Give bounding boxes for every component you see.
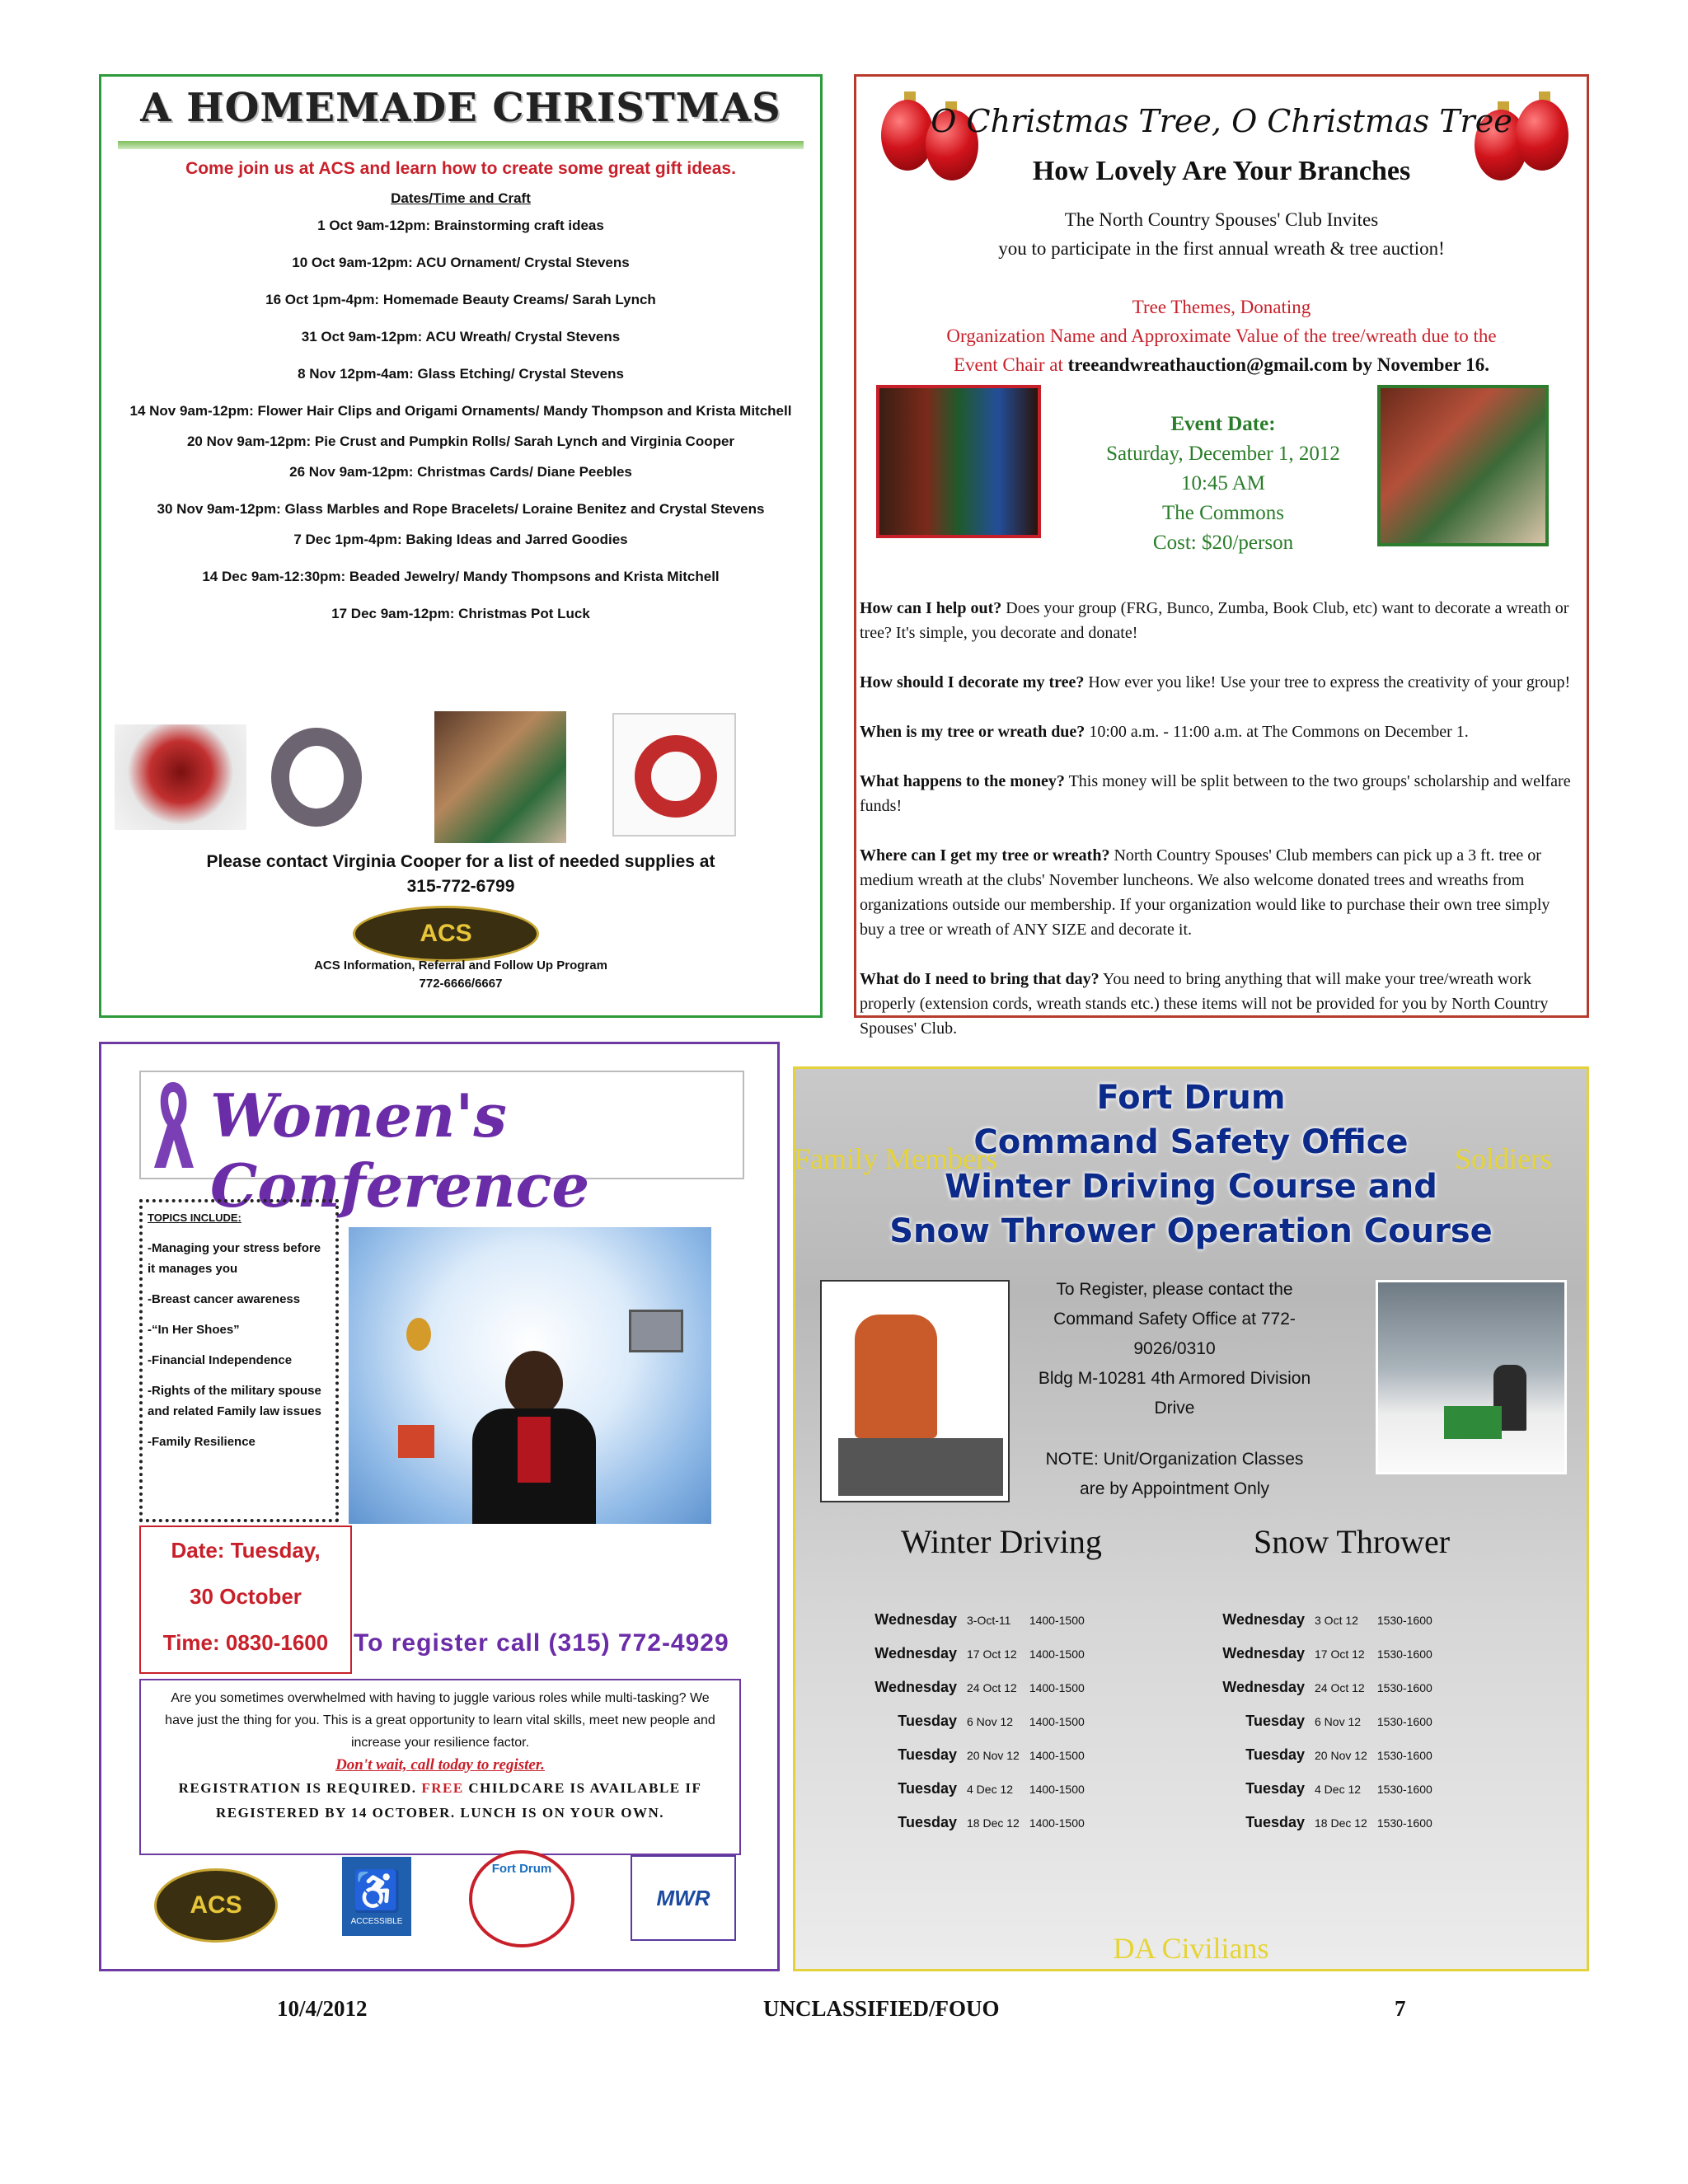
schedule-row	[1217, 1671, 1437, 1704]
schedule-day: Tuesday	[898, 1713, 957, 1729]
schedule-item: 20 Nov 9am-12pm: Pie Crust and Pumpkin Rolls/ Sarah Lynch and Virginia Cooper	[186, 434, 735, 449]
date-line: Date: Tuesday,	[171, 1538, 321, 1563]
womens-conference-flyer	[99, 1042, 780, 1971]
schedule-time: 1530-1600	[1376, 1680, 1432, 1694]
schedule-day: Wednesday	[874, 1645, 957, 1661]
event-label: Event Date:	[1170, 413, 1276, 435]
invite-text	[856, 205, 1587, 263]
schedule-time: 1530-1600	[1376, 1782, 1432, 1796]
audience-soldiers: Soldiers	[1455, 1142, 1553, 1175]
schedule-item: 30 Nov 9am-12pm: Glass Marbles and Rope Bracelets/ Loraine Benitez and Crystal Stevens	[157, 501, 765, 517]
schedule-time: 1530-1600	[1376, 1714, 1432, 1728]
schedule-date: 4 Dec 12	[1315, 1782, 1362, 1796]
schedule-date: 3 Oct 12	[1315, 1613, 1358, 1627]
winter-driving-table	[870, 1603, 1090, 1840]
snow-thrower-photo	[1376, 1280, 1567, 1474]
schedule-row	[1217, 1704, 1437, 1738]
schedule-row	[1217, 1738, 1437, 1772]
topic-item: -“In Her Shoes”	[148, 1323, 240, 1337]
mwr-logo: MWR	[631, 1855, 736, 1941]
topic-item: -Family Resilience	[148, 1435, 256, 1449]
faq-question: Where can I get my tree or wreath?	[860, 846, 1110, 865]
schedule-date: 4 Dec 12	[967, 1782, 1014, 1796]
schedule-time: 1400-1500	[1029, 1782, 1085, 1796]
schedule-date: 6 Nov 12	[967, 1714, 1014, 1728]
schedule-time: 1400-1500	[1029, 1680, 1085, 1694]
schedule-item: 14 Dec 9am-12:30pm: Beaded Jewelry/ Mandy Thompsons and Krista Mitchell	[202, 569, 720, 584]
faq-answer: This money will be split between to the two groups' scholarship and welfare funds!	[860, 772, 1571, 815]
schedule-day: Tuesday	[1245, 1746, 1305, 1763]
topics-header: TOPICS INCLUDE:	[148, 1212, 241, 1224]
faq-item	[860, 967, 1577, 1041]
audience-civilians: DA Civilians	[1113, 1932, 1269, 1965]
faq-answer: How ever you like! Use your tree to express the creativity of your group!	[1088, 673, 1571, 691]
faq-question: How should I decorate my tree?	[860, 673, 1085, 691]
schedule-time: 1530-1600	[1376, 1647, 1432, 1661]
flyer-title: O Christmas Tree, O Christmas Tree	[931, 103, 1512, 139]
topic-item: -Rights of the military spouse and related Family law issues	[148, 1384, 321, 1418]
accessible-logo	[342, 1857, 411, 1936]
homemade-christmas-flyer	[99, 74, 823, 1018]
schedule-row	[870, 1738, 1090, 1772]
faq-item	[860, 769, 1577, 818]
schedule-day: Tuesday	[1245, 1713, 1305, 1729]
schedule-day: Tuesday	[898, 1746, 957, 1763]
schedule-day: Wednesday	[874, 1611, 957, 1628]
faq-item	[860, 670, 1577, 695]
schedule-item: 17 Dec 9am-12pm: Christmas Pot Luck	[331, 606, 590, 621]
schedule-item: 7 Dec 1pm-4pm: Baking Ideas and Jarred Goodies	[293, 532, 628, 547]
wheelchair-icon: ♿	[352, 1869, 401, 1914]
flyer-invite: Come join us at ACS and learn how to create some great gift ideas.	[185, 159, 736, 178]
faq-item	[860, 719, 1577, 744]
flyer-heading: Winter Driving Course and	[945, 1168, 1437, 1206]
event-cost: Cost: $20/person	[1152, 532, 1294, 554]
craft-photo-gifts	[434, 711, 566, 843]
event-date: Saturday, December 1, 2012	[1106, 443, 1340, 465]
theme-text	[873, 293, 1570, 379]
description-text: Are you sometimes overwhelmed with having to juggle various roles while multi-tasking? We have just the thing for you. This is a great opportunity to learn vital skills, meet new people and increase your resilience factor.	[165, 1691, 715, 1750]
date-line: 30 October	[190, 1584, 302, 1609]
safety-course-flyer	[793, 1066, 1589, 1971]
schedule-time: 1530-1600	[1376, 1816, 1432, 1830]
schedule-date: 6 Nov 12	[1315, 1714, 1362, 1728]
schedule-time: 1400-1500	[1029, 1647, 1085, 1661]
schedule-row	[870, 1671, 1090, 1704]
faq-question: How can I help out?	[860, 599, 1002, 617]
free-text: FREE	[421, 1780, 464, 1796]
info-line: To Register, please contact the	[1056, 1280, 1293, 1299]
faq-question: What happens to the money?	[860, 772, 1065, 790]
schedule-day: Wednesday	[1222, 1679, 1305, 1695]
acs-program: ACS Information, Referral and Follow Up Program	[314, 958, 607, 972]
flyer-heading: Command Safety Office	[973, 1123, 1409, 1161]
schedule-row	[1217, 1806, 1437, 1840]
event-time: 10:45 AM	[1180, 472, 1266, 494]
snow-thrower-table	[1217, 1603, 1437, 1840]
contact-line: Please contact Virginia Cooper for a list of needed supplies at	[206, 852, 715, 871]
theme-line-pre: Event Chair at	[954, 354, 1063, 375]
faq-answer: 10:00 a.m. - 11:00 a.m. at The Commons on December 1.	[1089, 723, 1469, 741]
family-advocacy-logo: Fort Drum	[469, 1850, 574, 1947]
info-address: Bldg M-10281 4th Armored Division Drive	[1038, 1369, 1311, 1418]
contact-info	[126, 850, 795, 899]
schedule-date: 18 Dec 12	[967, 1816, 1020, 1830]
flyer-heading: Snow Thrower Operation Course	[889, 1212, 1493, 1250]
flyer-title: A HOMEMADE CHRISTMAS	[140, 85, 781, 131]
schedule-item: 16 Oct 1pm-4pm: Homemade Beauty Creams/ Sarah Lynch	[265, 292, 656, 307]
registration-note	[157, 1776, 723, 1825]
schedule-row	[870, 1637, 1090, 1671]
schedule-time: 1400-1500	[1029, 1613, 1085, 1627]
schedule-date: 20 Nov 12	[967, 1748, 1020, 1762]
awareness-ribbon-icon	[149, 1079, 197, 1171]
schedule-item: 8 Nov 12pm-4am: Glass Etching/ Crystal Stevens	[298, 366, 624, 382]
schedule-time: 1530-1600	[1376, 1613, 1432, 1627]
schedule-date: 18 Dec 12	[1315, 1816, 1367, 1830]
schedule-time: 1530-1600	[1376, 1748, 1432, 1762]
schedule-item: 26 Nov 9am-12pm: Christmas Cards/ Diane Peebles	[289, 464, 632, 480]
cartoon-shoveling-image	[820, 1280, 1010, 1502]
registration-required: REGISTRATION IS REQUIRED.	[178, 1780, 417, 1796]
topic-item: -Managing your stress before it manages you	[148, 1241, 321, 1276]
acs-footer	[101, 957, 820, 993]
snow-thrower-heading: Snow Thrower	[1254, 1523, 1451, 1560]
topic-item: -Financial Independence	[148, 1353, 293, 1367]
wreaths-photo	[1377, 385, 1549, 546]
schedule-time: 1400-1500	[1029, 1816, 1085, 1830]
topics-box	[139, 1199, 339, 1522]
schedule-time: 1400-1500	[1029, 1748, 1085, 1762]
schedule-date: 24 Oct 12	[967, 1680, 1017, 1694]
schedule-row	[1217, 1772, 1437, 1806]
time-line: Time: 0830-1600	[162, 1630, 329, 1655]
auction-email[interactable]: treeandwreathauction@gmail.com by November 16.	[1067, 354, 1489, 375]
schedule-day: Wednesday	[1222, 1611, 1305, 1628]
schedule-row	[870, 1704, 1090, 1738]
schedule-time: 1400-1500	[1029, 1714, 1085, 1728]
conference-title: Women's Conference	[210, 1080, 590, 1221]
schedule-row	[870, 1772, 1090, 1806]
description-box	[139, 1679, 741, 1855]
register-phone: To register call (315) 772-4929	[354, 1629, 729, 1657]
acs-logo: ACS	[353, 906, 539, 962]
faq-list	[860, 596, 1577, 1066]
schedule-item: 31 Oct 9am-12pm: ACU Wreath/ Crystal Stevens	[301, 329, 621, 344]
contact-phone: 315-772-6799	[406, 877, 515, 896]
juggling-woman-image	[349, 1227, 711, 1524]
schedule-day: Wednesday	[1222, 1645, 1305, 1661]
acs-logo: ACS	[154, 1868, 278, 1943]
audience-family: Family Members	[794, 1142, 997, 1175]
schedule-row	[870, 1806, 1090, 1840]
schedule-day: Tuesday	[898, 1814, 957, 1830]
schedule-item: 10 Oct 9am-12pm: ACU Ornament/ Crystal Stevens	[292, 255, 630, 270]
faq-item	[860, 596, 1577, 645]
craft-photo-ornament	[115, 724, 246, 830]
faq-answer: North Country Spouses' Club members can pick up a 3 ft. tree or medium wreath at the clubs' November luncheons. We also welcome donated trees and wreaths from organizations outside our membership. If your organization would like to purchase their own tree simply buy a tree or wreath of ANY SIZE and decorate it.	[860, 846, 1550, 939]
date-box	[139, 1526, 352, 1674]
footer-page-number: 7	[1395, 1996, 1406, 2021]
schedule-date: 20 Nov 12	[1315, 1748, 1367, 1762]
note-line: NOTE: Unit/Organization Classes	[1045, 1450, 1304, 1469]
schedule-row	[870, 1603, 1090, 1637]
footer-date: 10/4/2012	[277, 1996, 368, 2021]
faq-item	[860, 843, 1577, 942]
schedule-day: Tuesday	[898, 1780, 957, 1797]
flyer-heading: Fort Drum	[1096, 1079, 1286, 1117]
childcare-note: CHILDCARE IS AVAILABLE IF REGISTERED BY 14 OCTOBER. LUNCH IS ON YOUR OWN.	[215, 1780, 702, 1821]
flyer-subtitle: How Lovely Are Your Branches	[1032, 156, 1411, 186]
christmas-tree-auction-flyer	[854, 74, 1589, 1038]
craft-photo-red-wreath	[612, 713, 736, 837]
craft-photo-wreath	[271, 728, 362, 827]
winter-driving-heading: Winter Driving	[901, 1523, 1102, 1560]
accessible-label: ACCESSIBLE	[350, 1916, 403, 1926]
theme-line	[873, 350, 1570, 379]
schedule-day: Tuesday	[1245, 1814, 1305, 1830]
dont-wait-text: Don't wait, call today to register.	[335, 1756, 545, 1774]
schedule-row	[1217, 1603, 1437, 1637]
schedule-header: Dates/Time and Craft	[391, 190, 531, 206]
schedule-day: Tuesday	[1245, 1780, 1305, 1797]
schedule-date: 24 Oct 12	[1315, 1680, 1365, 1694]
register-info	[1018, 1275, 1331, 1504]
topic-item: -Breast cancer awareness	[148, 1292, 301, 1306]
invite-line: you to participate in the first annual wreath & tree auction!	[998, 238, 1445, 259]
schedule-item: 14 Nov 9am-12pm: Flower Hair Clips and Origami Ornaments/ Mandy Thompson and Krista Mitchell	[129, 403, 792, 419]
schedule-list	[126, 217, 795, 642]
schedule-date: 17 Oct 12	[967, 1647, 1017, 1661]
schedule-row	[1217, 1637, 1437, 1671]
faq-answer: You need to bring anything that will make your tree/wreath work properly (extension cords, wreath stands etc.) these items will not be provided for you by North Country Spouses' Club.	[860, 970, 1549, 1038]
theme-line: Tree Themes, Donating	[1132, 297, 1311, 317]
title-divider	[118, 141, 804, 149]
faq-answer: Does your group (FRG, Bunco, Zumba, Book Club, etc) want to decorate a wreath or tree? It's simple, you decorate and donate!	[860, 599, 1569, 642]
theme-line: Organization Name and Approximate Value of the tree/wreath due to the	[946, 326, 1497, 346]
schedule-date: 17 Oct 12	[1315, 1647, 1365, 1661]
info-phone: Command Safety Office at 772-9026/0310	[1053, 1310, 1296, 1358]
footer-classification: UNCLASSIFIED/FOUO	[763, 1996, 1000, 2021]
tree-photo	[876, 385, 1041, 538]
schedule-day: Wednesday	[874, 1679, 957, 1695]
event-place: The Commons	[1162, 502, 1284, 524]
faq-question: What do I need to bring that day?	[860, 970, 1100, 988]
schedule-date: 3-Oct-11	[967, 1613, 1011, 1627]
note-line: are by Appointment Only	[1080, 1479, 1269, 1498]
invite-line: The North Country Spouses' Club Invites	[1064, 209, 1379, 230]
acs-phone: 772-6666/6667	[419, 977, 503, 991]
faq-question: When is my tree or wreath due?	[860, 723, 1085, 741]
event-details	[1062, 410, 1384, 558]
schedule-item: 1 Oct 9am-12pm: Brainstorming craft ideas	[317, 218, 604, 233]
